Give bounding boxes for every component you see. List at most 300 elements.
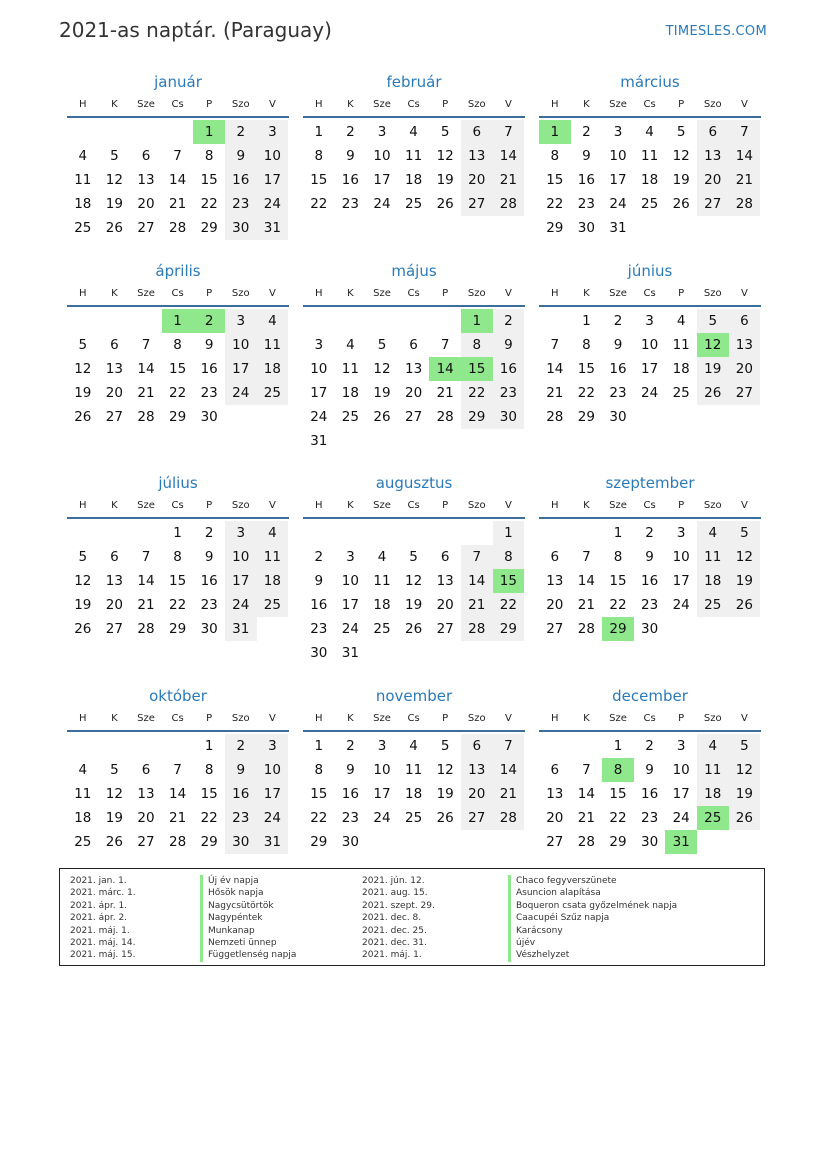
day-cell: 13	[404, 361, 423, 377]
empty-cell	[67, 734, 99, 758]
holiday-day-cell: 14	[429, 357, 461, 381]
day-cell: 15	[200, 786, 218, 802]
day-cell: 1	[613, 738, 623, 754]
day-cell: 25	[640, 196, 659, 212]
day-cell: 19	[74, 385, 92, 401]
day-cell: 8	[204, 762, 214, 778]
legend-date: 2021. ápr. 2.	[70, 913, 128, 924]
day-cell: 28	[436, 409, 454, 425]
day-cell: 18	[404, 786, 423, 802]
weekday-label: Sze	[373, 500, 391, 511]
day-cell: 12	[105, 786, 123, 802]
day-cell: 13	[546, 573, 564, 589]
day-cell: 4	[409, 124, 418, 140]
day-cell: 7	[729, 120, 761, 144]
day-cell: 27	[697, 192, 729, 216]
weekday-label: Szo	[231, 288, 250, 299]
day-cell: 29	[493, 617, 525, 641]
weekday-label: Szo	[703, 713, 722, 724]
day-cell: 20	[546, 810, 564, 826]
holiday-day-cell: 12	[697, 333, 729, 357]
holiday-day-cell: 1	[162, 309, 194, 333]
empty-cell	[67, 120, 99, 144]
day-cell: 24	[373, 810, 391, 826]
day-cell: 14	[461, 569, 493, 593]
day-cell: 2	[582, 124, 591, 140]
day-cell: 30	[577, 220, 595, 236]
day-cell: 3	[377, 738, 387, 754]
day-cell: 26	[74, 621, 92, 637]
weekday-label: K	[583, 500, 590, 511]
day-cell: 26	[74, 409, 92, 425]
day-cell: 11	[341, 361, 359, 377]
weekday-label: K	[583, 288, 590, 299]
day-cell: 10	[373, 762, 391, 778]
day-cell: 5	[377, 337, 387, 353]
empty-cell	[99, 521, 131, 545]
day-cell: 26	[436, 810, 454, 826]
day-cell: 10	[310, 361, 328, 377]
day-cell: 16	[225, 782, 257, 806]
day-cell: 17	[672, 573, 690, 589]
day-grid	[539, 309, 761, 429]
day-cell: 18	[373, 597, 391, 613]
weekday-label: Sze	[373, 288, 391, 299]
day-cell: 6	[110, 549, 119, 565]
month-szeptember	[539, 471, 761, 641]
empty-cell	[99, 309, 131, 333]
day-cell: 23	[577, 196, 595, 212]
weekday-label: V	[740, 713, 748, 724]
day-cell: 3	[257, 120, 289, 144]
day-cell: 11	[373, 573, 391, 589]
day-cell: 9	[613, 337, 623, 353]
day-cell: 22	[609, 597, 627, 613]
day-cell: 8	[550, 148, 560, 164]
day-cell: 27	[137, 834, 155, 850]
weekday-label: Cs	[171, 99, 184, 110]
day-cell: 8	[314, 762, 324, 778]
weekday-label: P	[442, 500, 449, 511]
day-grid	[303, 734, 525, 854]
day-cell: 6	[550, 762, 560, 778]
day-cell: 4	[697, 521, 729, 545]
day-cell: 14	[493, 758, 525, 782]
empty-cell	[539, 734, 571, 758]
day-cell: 1	[493, 521, 525, 545]
day-cell: 2	[204, 525, 214, 541]
day-cell: 13	[436, 573, 454, 589]
day-cell: 28	[168, 834, 187, 850]
day-cell: 26	[672, 196, 690, 212]
day-cell: 26	[373, 409, 391, 425]
day-cell: 25	[74, 834, 92, 850]
weekday-label: K	[347, 500, 354, 511]
day-cell: 5	[729, 521, 761, 545]
weekday-label: H	[79, 713, 87, 724]
day-cell: 4	[78, 762, 88, 778]
weekday-label: H	[315, 500, 323, 511]
day-cell: 2	[346, 738, 355, 754]
day-cell: 14	[546, 361, 564, 377]
weekday-label: Sze	[373, 713, 391, 724]
day-cell: 20	[461, 782, 493, 806]
empty-cell	[130, 309, 162, 333]
day-cell: 16	[200, 361, 218, 377]
legend-date: 2021. dec. 25.	[362, 925, 427, 936]
day-cell: 6	[550, 549, 560, 565]
day-cell: 3	[645, 313, 654, 329]
day-cell: 6	[141, 762, 151, 778]
month-december	[539, 684, 761, 854]
day-cell: 29	[577, 409, 595, 425]
day-cell: 18	[672, 361, 690, 377]
day-cell: 25	[74, 220, 92, 236]
legend-holiday-name: Új év napja	[200, 875, 296, 887]
legend-holiday-name: Vészhelyzet	[508, 949, 677, 961]
day-cell: 25	[257, 381, 289, 405]
weekday-label: V	[740, 288, 748, 299]
day-cell: 27	[546, 621, 564, 637]
weekday-label: P	[206, 99, 213, 110]
day-cell: 10	[373, 148, 391, 164]
legend-date: 2021. máj. 1.	[70, 925, 130, 936]
day-cell: 30	[200, 409, 218, 425]
weekday-label: Sze	[137, 288, 155, 299]
day-grid	[67, 120, 289, 240]
empty-cell	[429, 309, 461, 333]
weekday-label: Sze	[609, 713, 627, 724]
day-cell: 19	[373, 385, 391, 401]
day-cell: 31	[257, 830, 289, 854]
legend-holiday-name: Asuncion alapítása	[508, 887, 677, 899]
day-cell: 3	[613, 124, 623, 140]
weekday-label: K	[347, 99, 354, 110]
legend-holiday-name: Caacupéi Szűz napja	[508, 912, 677, 924]
empty-cell	[303, 521, 335, 545]
weekday-label: H	[551, 713, 559, 724]
day-cell: 26	[729, 593, 761, 617]
day-cell: 13	[105, 573, 123, 589]
site-link[interactable]: TIMESLES.COM	[665, 24, 767, 39]
weekday-header	[539, 708, 761, 732]
day-cell: 24	[225, 593, 257, 617]
day-cell: 22	[310, 196, 328, 212]
weekday-label: Sze	[137, 713, 155, 724]
day-cell: 1	[314, 738, 324, 754]
day-cell: 3	[257, 734, 289, 758]
day-cell: 6	[141, 148, 151, 164]
weekday-label: P	[678, 99, 685, 110]
day-cell: 1	[613, 525, 623, 541]
day-cell: 12	[436, 762, 454, 778]
day-cell: 8	[493, 545, 525, 569]
empty-cell	[130, 521, 162, 545]
day-cell: 23	[640, 810, 659, 826]
day-cell: 5	[110, 762, 119, 778]
weekday-label: P	[206, 500, 213, 511]
weekday-label: P	[678, 288, 685, 299]
weekday-label: Szo	[703, 500, 722, 511]
day-cell: 21	[577, 597, 595, 613]
day-cell: 22	[609, 810, 627, 826]
day-cell: 27	[436, 621, 454, 637]
day-cell: 7	[173, 148, 182, 164]
month-name: december	[612, 687, 688, 705]
day-cell: 14	[137, 361, 155, 377]
day-cell: 30	[225, 216, 257, 240]
weekday-label: Cs	[407, 99, 420, 110]
day-cell: 15	[200, 172, 218, 188]
day-cell: 25	[341, 409, 359, 425]
legend-left-dates	[70, 875, 136, 962]
page-title: 2021-as naptár. (Paraguay)	[59, 18, 332, 42]
day-cell: 4	[409, 738, 418, 754]
day-cell: 30	[310, 645, 328, 661]
day-cell: 20	[697, 168, 729, 192]
day-cell: 29	[609, 834, 627, 850]
day-cell: 14	[168, 172, 187, 188]
day-cell: 5	[676, 124, 686, 140]
legend-date: 2021. jan. 1.	[70, 876, 127, 886]
day-cell: 11	[74, 172, 92, 188]
weekday-label: V	[504, 713, 512, 724]
day-cell: 21	[546, 385, 564, 401]
day-cell: 31	[609, 220, 627, 236]
day-cell: 7	[141, 337, 151, 353]
day-cell: 24	[373, 196, 391, 212]
day-cell: 30	[493, 405, 525, 429]
month-március	[539, 70, 761, 240]
weekday-label: Cs	[643, 713, 656, 724]
month-name: november	[375, 687, 453, 705]
day-cell: 23	[225, 806, 257, 830]
weekday-label: H	[79, 99, 87, 110]
day-cell: 20	[137, 810, 155, 826]
day-cell: 13	[461, 758, 493, 782]
day-cell: 21	[493, 168, 525, 192]
day-cell: 9	[582, 148, 591, 164]
weekday-label: V	[504, 500, 512, 511]
weekday-label: V	[268, 99, 276, 110]
month-január	[67, 70, 289, 240]
weekday-label: V	[268, 500, 276, 511]
legend-date: 2021. máj. 14.	[70, 938, 136, 949]
day-cell: 18	[697, 569, 729, 593]
weekday-label: Sze	[609, 99, 627, 110]
day-cell: 29	[310, 834, 328, 850]
day-cell: 16	[640, 786, 659, 802]
day-cell: 2	[645, 525, 654, 541]
day-cell: 7	[550, 337, 560, 353]
month-július	[67, 471, 289, 641]
day-cell: 6	[110, 337, 119, 353]
weekday-label: P	[206, 288, 213, 299]
day-cell: 13	[697, 144, 729, 168]
weekday-label: V	[268, 288, 276, 299]
day-cell: 13	[461, 144, 493, 168]
day-cell: 3	[225, 521, 257, 545]
weekday-header	[539, 283, 761, 307]
day-cell: 27	[729, 381, 761, 405]
day-cell: 14	[729, 144, 761, 168]
day-cell: 10	[257, 144, 289, 168]
weekday-label: H	[315, 99, 323, 110]
day-grid	[67, 309, 289, 429]
day-cell: 29	[168, 621, 187, 637]
weekday-label: Szo	[467, 713, 486, 724]
month-name: május	[391, 262, 437, 280]
day-cell: 22	[168, 597, 187, 613]
day-cell: 8	[582, 337, 591, 353]
day-cell: 7	[582, 762, 591, 778]
holiday-day-cell: 15	[461, 357, 493, 381]
day-cell: 24	[225, 381, 257, 405]
day-cell: 13	[105, 361, 123, 377]
empty-cell	[99, 734, 131, 758]
day-cell: 2	[225, 120, 257, 144]
day-cell: 4	[78, 148, 88, 164]
day-cell: 1	[314, 124, 324, 140]
day-cell: 9	[225, 144, 257, 168]
day-cell: 29	[200, 834, 218, 850]
day-cell: 19	[436, 786, 454, 802]
day-cell: 7	[173, 762, 182, 778]
day-cell: 9	[204, 549, 214, 565]
day-cell: 27	[137, 220, 155, 236]
day-cell: 30	[200, 621, 218, 637]
day-cell: 28	[729, 192, 761, 216]
day-cell: 5	[78, 337, 88, 353]
weekday-label: Cs	[171, 288, 184, 299]
weekday-label: P	[442, 713, 449, 724]
empty-cell	[303, 309, 335, 333]
day-cell: 1	[204, 738, 214, 754]
empty-cell	[162, 120, 194, 144]
weekday-label: Szo	[703, 288, 722, 299]
day-cell: 24	[341, 621, 359, 637]
day-cell: 20	[436, 597, 454, 613]
holiday-legend	[59, 868, 765, 966]
day-cell: 23	[310, 621, 328, 637]
day-cell: 25	[373, 621, 391, 637]
day-cell: 27	[105, 621, 123, 637]
day-cell: 17	[373, 172, 391, 188]
legend-holiday-name: Hősök napja	[200, 887, 296, 899]
weekday-header	[67, 708, 289, 732]
empty-cell	[539, 521, 571, 545]
empty-cell	[335, 521, 367, 545]
legend-date: 2021. jún. 12.	[362, 876, 425, 886]
weekday-label: K	[111, 500, 118, 511]
day-cell: 23	[200, 385, 218, 401]
legend-holiday-name: Nemzeti ünnep	[200, 937, 296, 949]
day-cell: 30	[225, 830, 257, 854]
month-október	[67, 684, 289, 854]
weekday-label: H	[315, 288, 323, 299]
day-cell: 24	[672, 810, 690, 826]
legend-holiday-name: Karácsony	[508, 925, 677, 937]
day-cell: 30	[609, 409, 627, 425]
day-cell: 26	[105, 834, 123, 850]
day-cell: 22	[310, 810, 328, 826]
weekday-label: P	[678, 713, 685, 724]
weekday-label: Szo	[231, 500, 250, 511]
day-grid	[303, 120, 525, 216]
legend-holiday-name: Munkanap	[200, 925, 296, 937]
day-cell: 4	[697, 734, 729, 758]
day-cell: 10	[672, 549, 690, 565]
day-cell: 20	[461, 168, 493, 192]
day-cell: 6	[461, 120, 493, 144]
day-cell: 16	[493, 357, 525, 381]
holiday-day-cell: 2	[193, 309, 225, 333]
day-cell: 24	[257, 192, 289, 216]
day-cell: 20	[105, 385, 123, 401]
day-cell: 15	[168, 573, 187, 589]
day-cell: 11	[640, 148, 659, 164]
day-cell: 16	[310, 597, 328, 613]
day-cell: 17	[310, 385, 328, 401]
day-cell: 20	[729, 357, 761, 381]
day-cell: 14	[168, 786, 187, 802]
day-cell: 8	[613, 549, 623, 565]
day-cell: 7	[440, 337, 450, 353]
empty-cell	[162, 734, 194, 758]
empty-cell	[99, 120, 131, 144]
weekday-label: Cs	[407, 288, 420, 299]
day-cell: 21	[137, 597, 155, 613]
empty-cell	[398, 521, 430, 545]
day-cell: 9	[314, 573, 324, 589]
day-cell: 2	[613, 313, 623, 329]
day-cell: 28	[546, 409, 564, 425]
day-cell: 11	[404, 762, 423, 778]
day-cell: 3	[314, 337, 324, 353]
day-cell: 21	[577, 810, 595, 826]
holiday-day-cell: 8	[602, 758, 634, 782]
day-cell: 5	[110, 148, 119, 164]
day-cell: 13	[137, 172, 155, 188]
day-cell: 14	[493, 144, 525, 168]
day-cell: 13	[137, 786, 155, 802]
day-cell: 11	[257, 545, 289, 569]
empty-cell	[130, 120, 162, 144]
day-cell: 29	[168, 409, 187, 425]
day-cell: 19	[672, 172, 690, 188]
day-cell: 28	[493, 192, 525, 216]
empty-cell	[461, 521, 493, 545]
day-cell: 4	[676, 313, 686, 329]
day-cell: 21	[168, 196, 187, 212]
day-cell: 12	[373, 361, 391, 377]
day-cell: 23	[640, 597, 659, 613]
day-cell: 28	[577, 834, 595, 850]
day-cell: 22	[577, 385, 595, 401]
day-cell: 2	[645, 738, 654, 754]
day-cell: 5	[440, 124, 450, 140]
day-cell: 3	[346, 549, 355, 565]
day-cell: 6	[409, 337, 418, 353]
day-cell: 4	[257, 521, 289, 545]
day-cell: 4	[645, 124, 654, 140]
day-cell: 3	[377, 124, 387, 140]
legend-holiday-name: Chaco fegyverszünete	[508, 875, 677, 887]
day-cell: 18	[404, 172, 423, 188]
month-name: április	[155, 262, 201, 280]
day-cell: 11	[697, 545, 729, 569]
day-cell: 9	[645, 762, 654, 778]
